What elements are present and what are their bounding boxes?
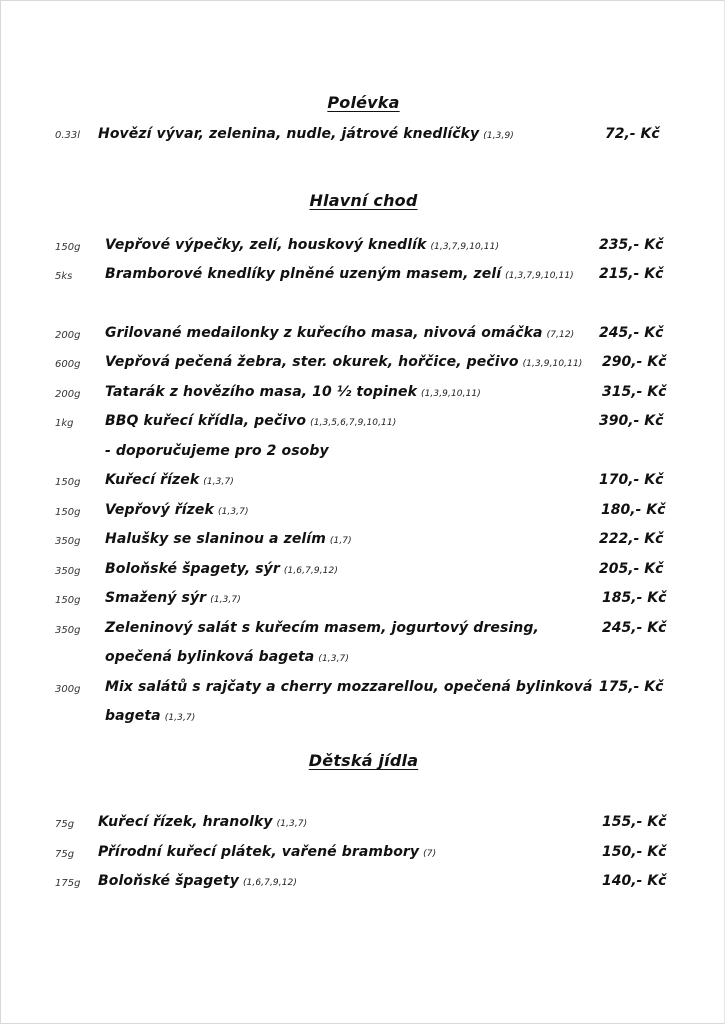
item-allergens: (1,3,7,9,10,11) [430,242,500,252]
item-name-text: Grilované medailonky z kuřecího masa, nivová omáčka [105,325,543,341]
item-quantity: 75g [55,819,75,830]
item-name [98,844,436,860]
item-name [105,472,234,488]
item-allergens: (1,6,7,9,12) [242,878,297,888]
item-price: 72,- Kč [605,126,660,142]
item-quantity: 150g [55,477,81,488]
item-allergens: (7) [423,849,437,859]
item-note: - doporučujeme pro 2 osoby [105,443,329,459]
item-price: 235,- Kč [599,237,664,253]
item-name-text: opečená bylinková bageta [105,649,315,665]
item-name [105,502,249,518]
item-quantity: 350g [55,566,81,577]
item-quantity: 5ks [55,271,73,282]
item-name [98,873,297,889]
item-quantity: 175g [55,878,81,889]
item-quantity: 0.33l [55,130,81,141]
item-allergens: (1,3,5,6,7,9,10,11) [310,418,397,428]
item-name [105,413,396,429]
item-name-text: Kuřecí řízek [105,472,200,488]
item-name-text: Hovězí vývar, zelenina, nudle, játrové knedlíčky [98,126,480,142]
item-allergens: (1,3,7) [210,595,241,605]
item-name-text: Vepřové výpečky, zelí, houskový knedlík [105,237,427,253]
item-quantity: 300g [55,684,81,695]
item-price: 140,- Kč [602,873,667,889]
item-allergens: (1,3,9,10,11) [522,359,583,369]
item-name-text: Přírodní kuřecí plátek, vařené brambory [98,844,420,860]
item-name-text: Vepřový řízek [105,502,214,518]
item-allergens: (1,6,7,9,12) [283,566,338,576]
item-name [105,354,582,370]
item-allergens: (1,3,7) [276,819,308,829]
item-price: 245,- Kč [599,325,664,341]
item-name-text: Halušky se slaninou a zelím [105,531,326,547]
item-allergens: (1,3,7) [318,654,349,664]
item-name [105,561,338,577]
item-quantity: 350g [55,536,81,547]
item-quantity: 200g [55,330,81,341]
item-allergens: (1,3,9) [483,131,514,141]
item-price: 170,- Kč [599,472,664,488]
item-allergens: (1,3,7) [164,713,196,723]
item-name [105,237,499,253]
section-title-soup: Polévka [327,93,400,112]
item-name-text: Boloňské špagety [98,873,239,889]
item-price: 155,- Kč [602,814,667,830]
item-price: 185,- Kč [602,590,667,606]
item-name: Zeleninový salát s kuřecím masem, jogurtový dresing, [105,620,539,636]
item-name-line2 [105,708,195,724]
item-name: Mix salátů s rajčaty a cherry mozzarellou, opečená bylinková [105,679,593,695]
item-name [105,590,241,606]
item-name-text: Smažený sýr [105,590,207,606]
item-name [105,325,574,341]
item-price: 150,- Kč [602,844,667,860]
item-name-text: Boloňské špagety, sýr [105,561,280,577]
item-price: 205,- Kč [599,561,664,577]
item-price: 290,- Kč [602,354,667,370]
item-price: 245,- Kč [602,620,667,636]
item-quantity: 75g [55,849,75,860]
item-quantity: 150g [55,507,81,518]
item-quantity: 200g [55,389,81,400]
item-name [105,384,481,400]
item-name-text: Kuřecí řízek, hranolky [98,814,273,830]
item-allergens: (7,12) [546,330,575,340]
item-allergens: (1,3,9,10,11) [420,389,481,399]
item-allergens: (1,3,7) [217,507,249,517]
item-name [105,531,352,547]
item-name [98,814,307,830]
item-price: 180,- Kč [601,502,666,518]
item-name-text: bageta [105,708,161,724]
item-allergens: (1,3,7,9,10,11) [505,271,574,281]
item-quantity: 1kg [55,418,74,429]
item-name-line2 [105,649,349,665]
item-quantity: 150g [55,595,81,606]
section-title-main: Hlavní chod [309,191,418,210]
item-name-text: BBQ kuřecí křídla, pečivo [105,413,307,429]
item-price: 215,- Kč [599,266,664,282]
item-name-text: Bramborové knedlíky plněné uzeným masem, zelí [105,266,502,282]
item-allergens: (1,7) [329,536,352,546]
section-title-kids: Dětská jídla [308,751,419,770]
item-price: 315,- Kč [602,384,667,400]
item-name-text: Tatarák z hovězího masa, 10 ½ topinek [105,384,417,400]
item-price: 175,- Kč [599,679,664,695]
item-price: 222,- Kč [599,531,664,547]
item-allergens: (1,3,7) [203,477,234,487]
item-quantity: 600g [55,359,81,370]
item-quantity: 350g [55,625,81,636]
item-quantity: 150g [55,242,81,253]
item-price: 390,- Kč [599,413,664,429]
item-name [98,126,514,142]
item-name-text: Vepřová pečená žebra, ster. okurek, hořčice, pečivo [105,354,519,370]
item-name [105,266,574,282]
